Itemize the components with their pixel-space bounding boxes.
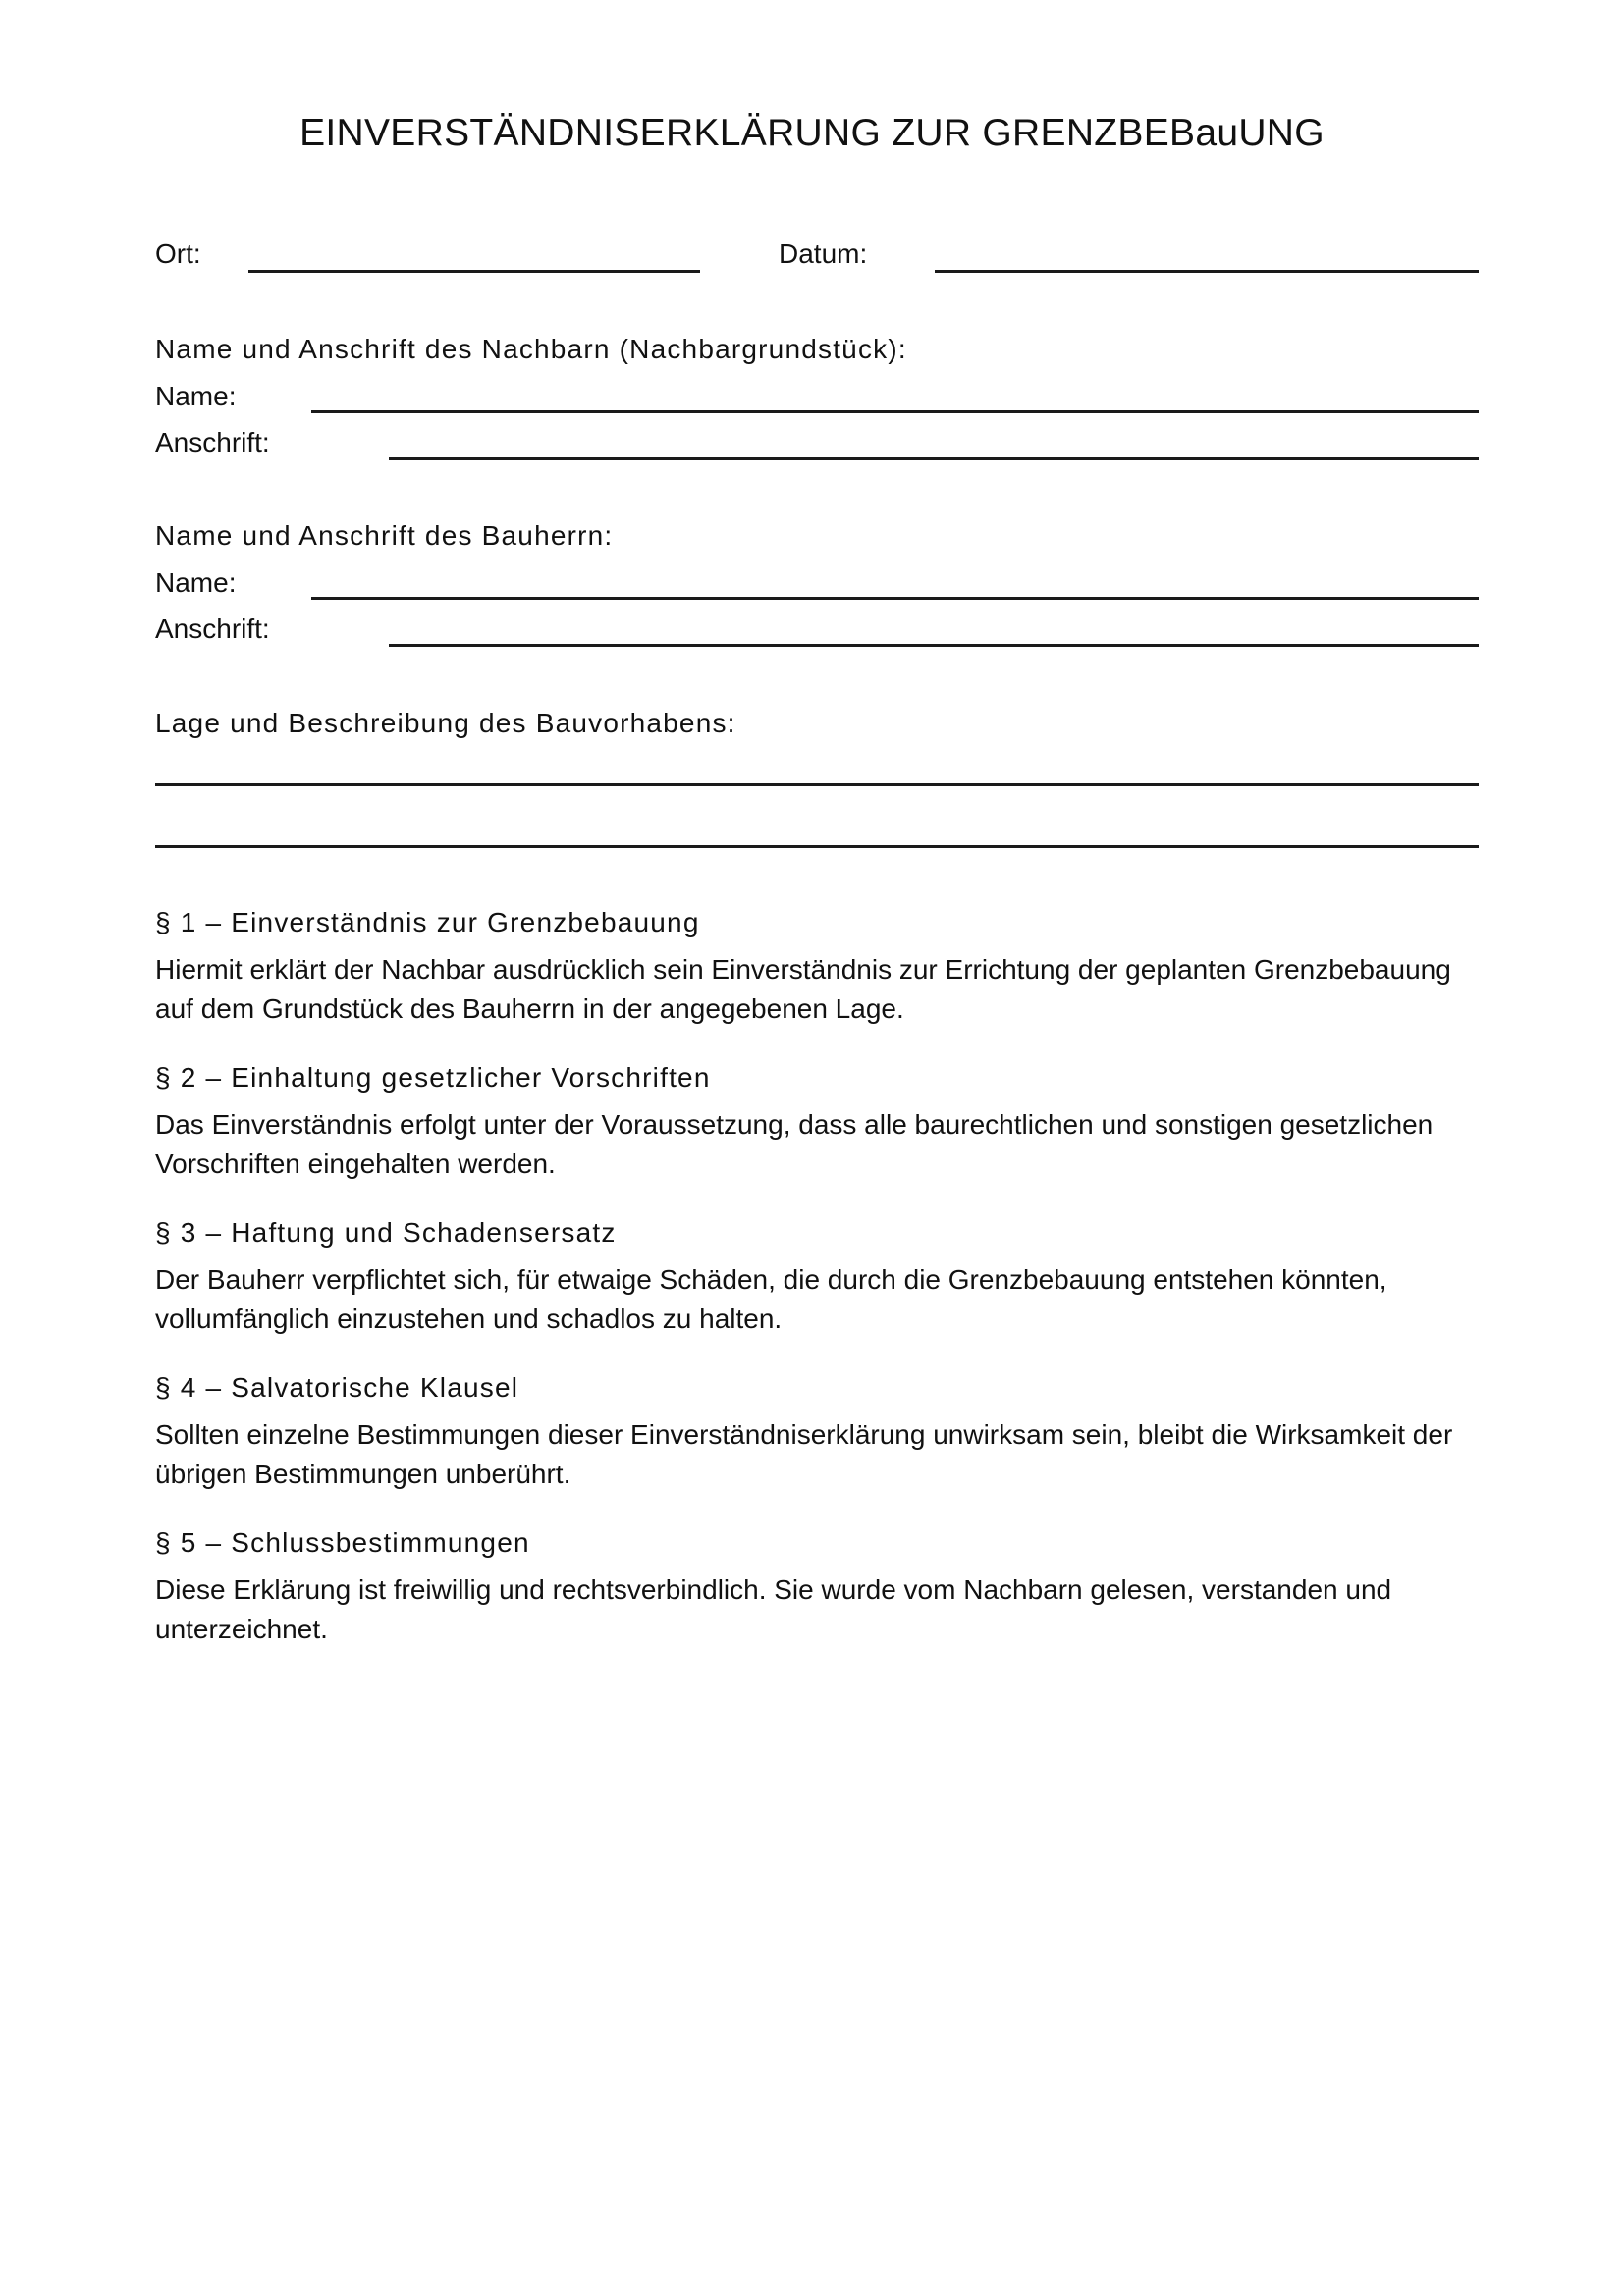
section-5-text: Diese Erklärung ist freiwillig und rechtsverbindlich. Sie wurde vom Nachbarn gelesen, verstanden und unterzeichnet. <box>155 1575 1392 1644</box>
section-5-heading: § 5 – Schlussbestimmungen <box>155 1527 530 1558</box>
neighbor-address-line[interactable] <box>389 457 1479 460</box>
builder-name-line[interactable] <box>311 597 1479 600</box>
project-line-1[interactable] <box>155 783 1479 786</box>
section-4-text: Sollten einzelne Bestimmungen dieser Einverständniserklärung unwirksam sein, bleibt die Wirksamkeit der übrigen Bestimmungen unberührt. <box>155 1419 1453 1489</box>
project-line-2[interactable] <box>155 845 1479 848</box>
builder-address-line[interactable] <box>389 644 1479 647</box>
section-3-text: Der Bauherr verpflichtet sich, für etwaige Schäden, die durch die Grenzbebauung entstehen könnten, vollumfänglich einzustehen und schadlos zu halten. <box>155 1264 1387 1334</box>
neighbor-address-label: Anschrift: <box>155 427 270 457</box>
section-4-heading: § 4 – Salvatorische Klausel <box>155 1372 519 1403</box>
neighbor-heading: Name und Anschrift des Nachbarn (Nachbargrundstück): <box>155 334 907 364</box>
section-3-heading: § 3 – Haftung und Schadensersatz <box>155 1217 617 1248</box>
project-heading: Lage und Beschreibung des Bauvorhabens: <box>155 708 736 738</box>
datum-label: Datum: <box>779 239 868 269</box>
section-1-text: Hiermit erklärt der Nachbar ausdrücklich sein Einverständnis zur Errichtung der geplanten Grenzbebauung auf dem Grundstück des Bauherrn in der angegebenen Lage. <box>155 954 1451 1024</box>
section-1-heading: § 1 – Einverständnis zur Grenzbebauung <box>155 907 700 937</box>
builder-address-label: Anschrift: <box>155 614 270 644</box>
neighbor-name-label: Name: <box>155 381 237 411</box>
ort-label: Ort: <box>155 239 201 269</box>
neighbor-name-line[interactable] <box>311 410 1479 413</box>
section-2-heading: § 2 – Einhaltung gesetzlicher Vorschriften <box>155 1062 711 1093</box>
datum-field-line[interactable] <box>935 270 1479 273</box>
builder-name-label: Name: <box>155 567 237 598</box>
ort-field-line[interactable] <box>248 270 700 273</box>
builder-heading: Name und Anschrift des Bauherrn: <box>155 520 614 551</box>
document-title: EINVERSTÄNDNISERKLÄRUNG ZUR GRENZBEBauUNG <box>299 112 1325 154</box>
section-2-text: Das Einverständnis erfolgt unter der Voraussetzung, dass alle baurechtlichen und sonstigen gesetzlichen Vorschriften eingehalten werden. <box>155 1109 1434 1179</box>
